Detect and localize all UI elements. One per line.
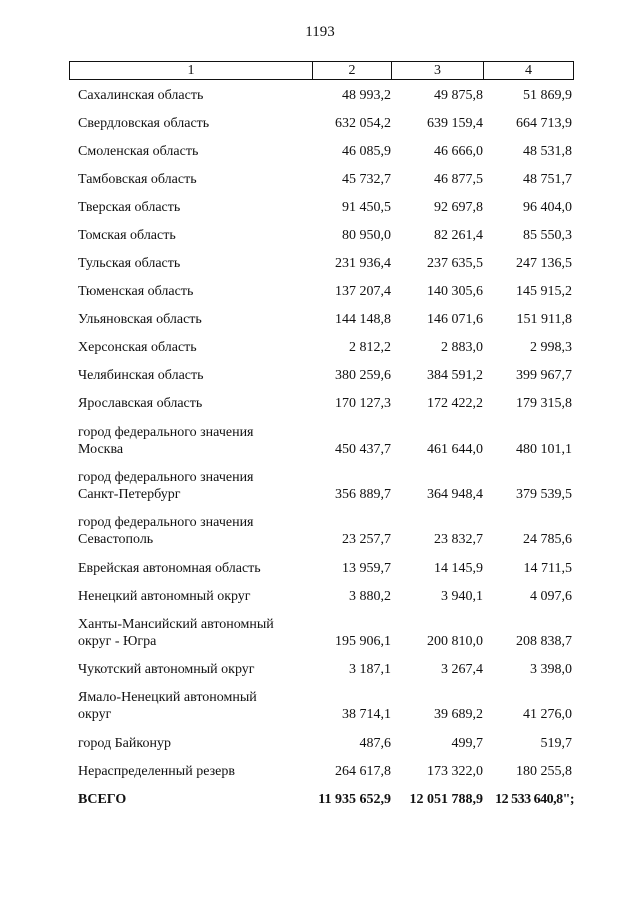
row-label-line: округ - Югра xyxy=(78,634,157,649)
row-value-col-4: 41 276,0 xyxy=(523,707,572,722)
header-col-4: 4 xyxy=(525,63,532,78)
row-value-col-4: 51 869,9 xyxy=(523,88,572,103)
row-value-col-4: 247 136,5 xyxy=(516,256,572,271)
row-label xyxy=(78,735,318,752)
row-value-col-4: 151 911,8 xyxy=(516,312,572,327)
row-label-line: Севастополь xyxy=(78,532,154,547)
row-value-col-2: 195 906,1 xyxy=(335,634,391,649)
row-value-col-3: 46 877,5 xyxy=(434,172,483,187)
row-label-line: Тверская область xyxy=(78,200,181,215)
row-value-col-2: 48 993,2 xyxy=(342,88,391,103)
row-label-line: город Байконур xyxy=(78,736,171,751)
row-label-line: Ульяновская область xyxy=(78,312,202,327)
row-value-col-4: 48 531,8 xyxy=(523,144,572,159)
row-value-col-4: 180 255,8 xyxy=(516,764,572,779)
row-value-col-2: 23 257,7 xyxy=(342,532,391,547)
row-value-col-2: 45 732,7 xyxy=(342,172,391,187)
row-label xyxy=(78,689,318,723)
row-value-col-4: 96 404,0 xyxy=(523,200,572,215)
row-value-col-3: 461 644,0 xyxy=(427,442,483,457)
row-value-col-4: 379 539,5 xyxy=(516,487,572,502)
row-value-col-4: 48 751,7 xyxy=(523,172,572,187)
row-label xyxy=(78,199,318,216)
row-value-col-4: 664 713,9 xyxy=(516,116,572,131)
row-label xyxy=(78,424,318,458)
row-label xyxy=(78,588,318,605)
row-value-col-3: 39 689,2 xyxy=(434,707,483,722)
row-value-col-3: 639 159,4 xyxy=(427,116,483,131)
row-value-col-3: 146 071,6 xyxy=(427,312,483,327)
row-label xyxy=(78,367,318,384)
row-label xyxy=(78,763,318,780)
row-label-line: Челябинская область xyxy=(78,368,204,383)
row-label xyxy=(78,115,318,132)
row-value-col-3: 2 883,0 xyxy=(441,340,483,355)
row-value-col-3: 200 810,0 xyxy=(427,634,483,649)
row-label xyxy=(78,227,318,244)
header-col-3: 3 xyxy=(392,62,484,79)
row-label xyxy=(78,311,318,328)
row-value-col-4: 4 097,6 xyxy=(530,589,572,604)
row-value-col-4: 85 550,3 xyxy=(523,228,572,243)
total-value-col-2: 11 935 652,9 xyxy=(318,792,391,807)
row-label-line: Санкт-Петербург xyxy=(78,487,181,502)
row-label-line: город федерального значения xyxy=(78,470,254,485)
row-label-line: Томская область xyxy=(78,228,176,243)
row-label xyxy=(78,514,318,548)
row-value-col-4: 208 838,7 xyxy=(516,634,572,649)
row-label xyxy=(78,469,318,503)
row-value-col-2: 13 959,7 xyxy=(342,561,391,576)
row-label xyxy=(78,395,318,412)
row-label xyxy=(78,143,318,160)
row-value-col-2: 3 187,1 xyxy=(349,662,391,677)
row-label-line: округ xyxy=(78,707,112,722)
row-value-col-3: 3 267,4 xyxy=(441,662,483,677)
row-label-line: Чукотский автономный округ xyxy=(78,662,255,677)
row-value-col-4: 519,7 xyxy=(540,736,572,751)
row-label xyxy=(78,255,318,272)
row-label xyxy=(78,339,318,356)
row-value-col-2: 264 617,8 xyxy=(335,764,391,779)
row-value-col-2: 2 812,2 xyxy=(349,340,391,355)
row-label xyxy=(78,171,318,188)
row-value-col-3: 140 305,6 xyxy=(427,284,483,299)
row-label-line: Сахалинская область xyxy=(78,88,204,103)
header-col-2: 2 xyxy=(313,62,392,79)
row-label-line: Нераспределенный резерв xyxy=(78,764,235,779)
row-value-col-2: 91 450,5 xyxy=(342,200,391,215)
row-value-col-4: 179 315,8 xyxy=(516,396,572,411)
total-value-col-4: 12 533 640,8"; xyxy=(495,792,574,807)
row-value-col-3: 364 948,4 xyxy=(427,487,483,502)
row-value-col-3: 173 322,0 xyxy=(427,764,483,779)
row-label-line: Тюменская область xyxy=(78,284,194,299)
row-value-col-4: 399 967,7 xyxy=(516,368,572,383)
row-value-col-3: 82 261,4 xyxy=(434,228,483,243)
row-label-line: город федерального значения xyxy=(78,515,254,530)
row-value-col-2: 144 148,8 xyxy=(335,312,391,327)
row-value-col-3: 92 697,8 xyxy=(434,200,483,215)
row-label-line: Смоленская область xyxy=(78,144,199,159)
row-value-col-4: 24 785,6 xyxy=(523,532,572,547)
row-value-col-3: 384 591,2 xyxy=(427,368,483,383)
row-value-col-2: 137 207,4 xyxy=(335,284,391,299)
row-label xyxy=(78,661,318,678)
row-value-col-2: 356 889,7 xyxy=(335,487,391,502)
row-value-col-3: 172 422,2 xyxy=(427,396,483,411)
row-label xyxy=(78,87,318,104)
total-label: ВСЕГО xyxy=(78,792,127,807)
row-value-col-2: 46 085,9 xyxy=(342,144,391,159)
row-value-col-2: 380 259,6 xyxy=(335,368,391,383)
row-label-line: Ямало-Ненецкий автономный xyxy=(78,690,257,705)
row-value-col-2: 231 936,4 xyxy=(335,256,391,271)
row-value-col-3: 3 940,1 xyxy=(441,589,483,604)
row-value-col-3: 499,7 xyxy=(451,736,483,751)
row-label xyxy=(78,283,318,300)
row-label xyxy=(78,616,318,650)
row-value-col-2: 487,6 xyxy=(359,736,391,751)
header-col-1: 1 xyxy=(70,62,313,79)
row-value-col-2: 170 127,3 xyxy=(335,396,391,411)
row-label-line: Ненецкий автономный округ xyxy=(78,589,251,604)
row-value-col-3: 14 145,9 xyxy=(434,561,483,576)
row-value-col-3: 49 875,8 xyxy=(434,88,483,103)
row-value-col-2: 80 950,0 xyxy=(342,228,391,243)
table-header xyxy=(69,61,574,80)
row-label-line: Свердловская область xyxy=(78,116,210,131)
row-label xyxy=(78,560,318,577)
row-value-col-3: 23 832,7 xyxy=(434,532,483,547)
row-value-col-4: 14 711,5 xyxy=(523,561,572,576)
row-value-col-4: 2 998,3 xyxy=(530,340,572,355)
row-label-line: Тульская область xyxy=(78,256,181,271)
row-label-line: Ханты-Мансийский автономный xyxy=(78,617,274,632)
row-value-col-3: 237 635,5 xyxy=(427,256,483,271)
total-value-col-3: 12 051 788,9 xyxy=(409,792,483,807)
row-label-line: Херсонская область xyxy=(78,340,197,355)
row-value-col-2: 450 437,7 xyxy=(335,442,391,457)
row-label-line: Тамбовская область xyxy=(78,172,197,187)
row-value-col-2: 632 054,2 xyxy=(335,116,391,131)
row-label-line: Еврейская автономная область xyxy=(78,561,261,576)
row-value-col-3: 46 666,0 xyxy=(434,144,483,159)
row-value-col-2: 38 714,1 xyxy=(342,707,391,722)
row-label-line: город федерального значения xyxy=(78,425,254,440)
row-value-col-4: 145 915,2 xyxy=(516,284,572,299)
row-value-col-2: 3 880,2 xyxy=(349,589,391,604)
row-label-line: Ярославская область xyxy=(78,396,203,411)
page-number: 1193 xyxy=(305,24,335,40)
row-value-col-4: 480 101,1 xyxy=(516,442,572,457)
row-value-col-4: 3 398,0 xyxy=(530,662,572,677)
row-label-line: Москва xyxy=(78,442,124,457)
